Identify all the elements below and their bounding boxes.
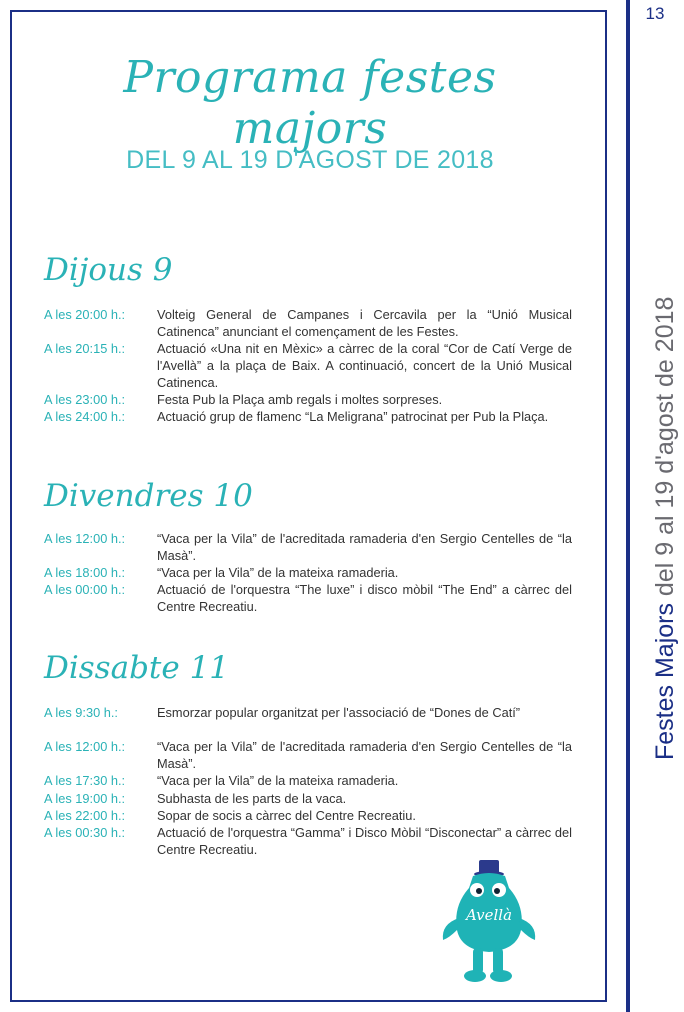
entry-description: “Vaca per la Vila” de l'acreditada ramaderia d'en Sergio Centelles de “la Masà”. bbox=[157, 531, 572, 563]
page-title: Programa festes majors bbox=[123, 52, 497, 154]
side-rule bbox=[626, 0, 630, 1012]
entry-time: A les 18:00 h.: bbox=[44, 565, 126, 580]
entry-description: “Vaca per la Vila” de la mateixa ramaderia. bbox=[157, 773, 399, 788]
entry-description: Actuació «Una nit en Mèxic» a càrrec de la coral “Cor de Catí Verge de l'Avellà” a la plaça de Baix. A continuació, concert de la Unió Musical Catinenca. bbox=[157, 341, 572, 390]
entry-time: A les 00:30 h.: bbox=[44, 825, 126, 840]
entry-time: A les 23:00 h.: bbox=[44, 392, 126, 407]
entry-time: A les 00:00 h.: bbox=[44, 582, 126, 597]
page-subtitle: DEL 9 AL 19 D'AGOST DE 2018 bbox=[126, 146, 494, 174]
side-title-strong: Festes Majors bbox=[651, 603, 679, 760]
entry-description: “Vaca per la Vila” de l'acreditada ramaderia d'en Sergio Centelles de “la Masà”. bbox=[157, 739, 572, 771]
entry-description: “Vaca per la Vila” de la mateixa ramaderia. bbox=[157, 565, 399, 580]
entry-description: Actuació grup de flamenc “La Meligrana” patrocinat per Pub la Plaça. bbox=[157, 409, 549, 424]
day-heading-dissabte: Dissabte 11 bbox=[44, 650, 230, 686]
entry-time: A les 12:00 h.: bbox=[44, 531, 126, 546]
mascot-label: Avellà bbox=[465, 906, 513, 924]
entry-description: Volteig General de Campanes i Cercavila per la “Unió Musical Catinenca” anunciant el començament de les Festes. bbox=[157, 307, 572, 339]
entry-description: Festa Pub la Plaça amb regals i moltes sorpreses. bbox=[157, 392, 443, 407]
entry-time: A les 9:30 h.: bbox=[44, 705, 118, 720]
mascot-illustration bbox=[433, 858, 543, 988]
entry-description: Sopar de socis a càrrec del Centre Recreatiu. bbox=[157, 808, 416, 823]
entry-time: A les 17:30 h.: bbox=[44, 773, 126, 788]
day-heading-dijous: Dijous 9 bbox=[44, 252, 173, 288]
entry-time: A les 24:00 h.: bbox=[44, 409, 126, 424]
side-title-rest: del 9 al 19 d'agost de 2018 bbox=[651, 296, 679, 597]
entry-time: A les 20:15 h.: bbox=[44, 341, 126, 356]
entry-time: A les 19:00 h.: bbox=[44, 791, 126, 806]
entry-description: Actuació de l'orquestra “Gamma” i Disco Mòbil “Disconectar” a càrrec del Centre Recreatiu. bbox=[157, 825, 572, 857]
entry-description: Subhasta de les parts de la vaca. bbox=[157, 791, 347, 806]
entry-description: Esmorzar popular organitzat per l'associació de “Dones de Catí” bbox=[157, 705, 521, 720]
day-heading-divendres: Divendres 10 bbox=[44, 478, 253, 514]
page-number: 13 bbox=[645, 4, 665, 23]
entry-description: Actuació de l'orquestra “The luxe” i disco mòbil “The End” a càrrec del Centre Recreatiu. bbox=[157, 582, 572, 614]
side-running-title bbox=[651, 297, 680, 760]
entry-time: A les 20:00 h.: bbox=[44, 307, 126, 322]
entry-time: A les 22:00 h.: bbox=[44, 808, 126, 823]
entry-time: A les 12:00 h.: bbox=[44, 739, 126, 754]
